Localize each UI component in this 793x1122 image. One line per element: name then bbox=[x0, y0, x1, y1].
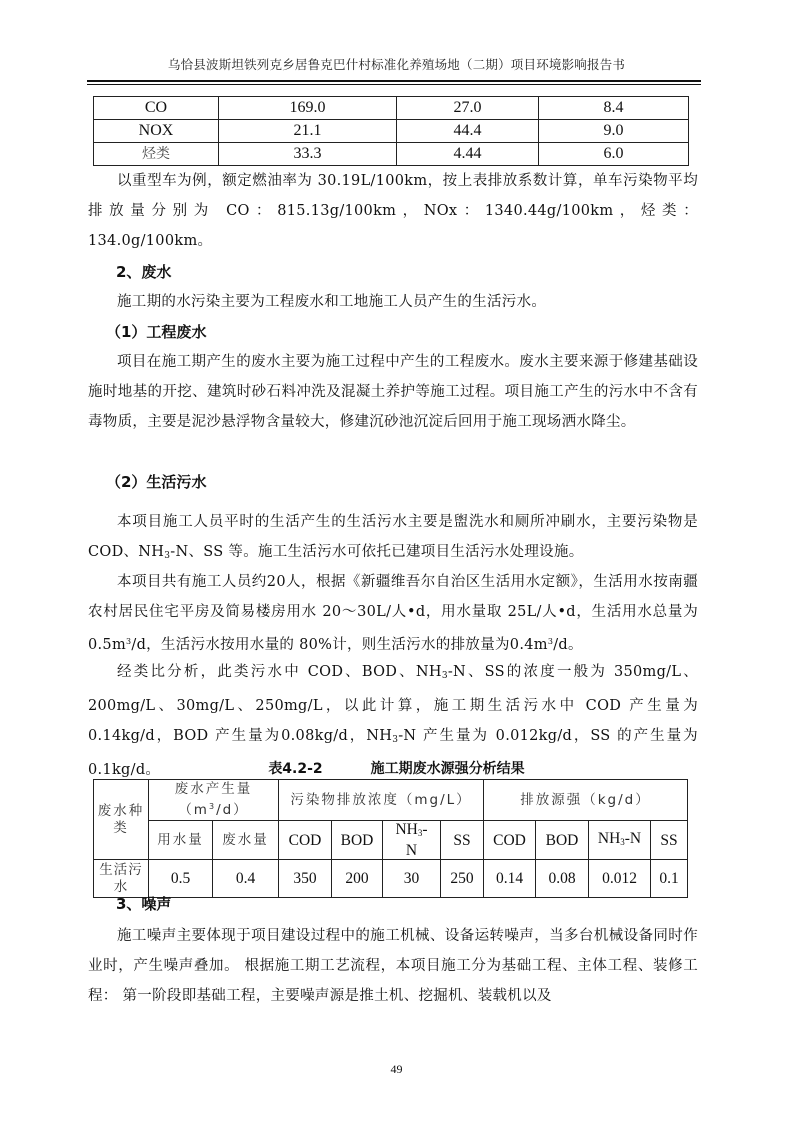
subheader-cod-load: COD bbox=[484, 821, 536, 860]
subheading-engineering-wastewater: （1）工程废水 bbox=[106, 323, 207, 341]
subscript: 3 bbox=[392, 735, 399, 745]
text: N bbox=[405, 842, 418, 859]
table-cell: NOX bbox=[94, 120, 219, 143]
table-cell: 烃类 bbox=[94, 143, 219, 166]
section-heading-noise: 3、噪声 bbox=[116, 895, 172, 913]
text: -N、SS的浓度一般为 350mg/L、200mg/L、30mg/L、250mg/L，以此计算，施工期生活污水中 COD 产生量为 0.14kg/d，BOD 产生量为0.08kg/d，NH bbox=[88, 664, 698, 744]
table-number: 表4.2-2 bbox=[268, 761, 323, 777]
paragraph-wastewater-intro: 施工期的水污染主要为工程废水和工地施工人员产生的生活污水。 bbox=[117, 294, 547, 310]
subheader-nh3n-load bbox=[589, 821, 651, 860]
table-cell: 6.0 bbox=[539, 143, 689, 166]
text: /d。 bbox=[553, 637, 583, 653]
text: NH bbox=[597, 829, 621, 847]
table-cell: 9.0 bbox=[539, 120, 689, 143]
text: （m bbox=[178, 802, 209, 818]
paragraph-engineering-wastewater: 项目在施工期产生的废水主要为施工过程中产生的工程废水。废水主要来源于修建基础设施时地基的开挖、建筑时砂石料冲洗及混凝土养护等施工过程。项目施工产生的污水中不含有毒物质，主要是泥沙悬浮物含量较大，修建沉砂池沉淀后回用于施工现场洒水降尘。 bbox=[88, 354, 698, 430]
header-cell-volume bbox=[149, 780, 279, 821]
page-number: 49 bbox=[390, 1062, 403, 1076]
superscript: 3 bbox=[126, 637, 132, 646]
text: 本项目施工人员平时的生活产生的生活污水主要是盥洗水和厕所冲刷水，主要污染物是 COD、NH bbox=[88, 514, 698, 560]
running-header: 乌恰县波斯坦铁列克乡居鲁克巴什村标准化养殖场地（二期）项目环境影响报告书 bbox=[167, 57, 626, 72]
subheader-water-use: 用水量 bbox=[149, 821, 213, 860]
emission-factor-table bbox=[93, 96, 689, 166]
subscript: 3 bbox=[441, 671, 448, 681]
superscript: 3 bbox=[208, 802, 217, 811]
subheader-ss-load: SS bbox=[651, 821, 688, 860]
section-heading-wastewater: 2、废水 bbox=[116, 263, 172, 281]
table-cell: 33.3 bbox=[219, 143, 397, 166]
text: 废水产生量 bbox=[174, 781, 253, 797]
cell-bod-load: 0.08 bbox=[536, 860, 589, 898]
table-title: 施工期废水源强分析结果 bbox=[370, 761, 525, 777]
superscript: 3 bbox=[547, 637, 554, 646]
subheader-ss: SS bbox=[441, 821, 484, 860]
subheading-domestic-sewage: （2）生活污水 bbox=[106, 473, 207, 491]
text: -N、SS 等。施工生活污水可依托已建项目生活污水处理设施。 bbox=[170, 544, 584, 560]
header-cell-load: 排放源强（kg/d） bbox=[484, 780, 688, 821]
cell-wastewater: 0.4 bbox=[213, 860, 279, 898]
subheader-bod-load: BOD bbox=[536, 821, 589, 860]
subheader-bod: BOD bbox=[332, 821, 383, 860]
table-subheader-row bbox=[94, 821, 688, 860]
paragraph-vehicle-emission: 以重型车为例，额定燃油率为 30.19L/100km，按上表排放系数计算，单车污染物平均排放量分别为 CO：815.13g/100km，NOx：1340.44g/100km，烃类：134.0g/100km。 bbox=[88, 173, 698, 249]
table-cell: 44.4 bbox=[397, 120, 539, 143]
table-row bbox=[94, 860, 688, 898]
text: /d，生活污水按用水量的 80%计，则生活污水的排放量为0.4m bbox=[131, 637, 548, 653]
paragraph-water-consumption bbox=[88, 567, 698, 660]
header-cell-type: 废水种类 bbox=[94, 780, 149, 860]
paragraph-noise: 施工噪声主要体现于项目建设过程中的施工机械、设备运转噪声，当多台机械设备同时作业时，产生噪声叠加。 根据施工期工艺流程，本项目施工分为基础工程、主体工程、装修工程： 第一阶段即基础工程，主要噪声源是推土机、挖掘机、装载机以及 bbox=[88, 928, 698, 1004]
paragraph-domestic-sewage bbox=[88, 507, 698, 571]
table-cell: 8.4 bbox=[539, 97, 689, 120]
table-cell: 4.44 bbox=[397, 143, 539, 166]
cell-ss-conc: 250 bbox=[441, 860, 484, 898]
wastewater-source-table bbox=[93, 779, 688, 898]
table-row bbox=[94, 97, 689, 120]
table-caption bbox=[0, 758, 793, 778]
table-cell: 27.0 bbox=[397, 97, 539, 120]
text: 经类比分析，此类污水中 COD、BOD、NH bbox=[117, 664, 442, 680]
subscript: 3 bbox=[164, 551, 171, 561]
text: NH bbox=[395, 821, 418, 838]
text: -N bbox=[624, 829, 642, 847]
subscript: 3 bbox=[417, 828, 423, 838]
subheader-cod: COD bbox=[279, 821, 332, 860]
subscript: 3 bbox=[620, 836, 625, 847]
cell-cod-load: 0.14 bbox=[484, 860, 536, 898]
text: -N 产生量为 0.012kg/d，SS 的产生量为 0.1kg/d。 bbox=[88, 728, 698, 778]
header-cell-concentration: 污染物排放浓度（mg/L） bbox=[279, 780, 484, 821]
text: /d） bbox=[216, 802, 249, 818]
table-row bbox=[94, 120, 689, 143]
cell-ss-load: 0.1 bbox=[651, 860, 688, 898]
cell-bod-conc: 200 bbox=[332, 860, 383, 898]
subheader-wastewater: 废水量 bbox=[213, 821, 279, 860]
cell-cod-conc: 350 bbox=[279, 860, 332, 898]
row-type: 生活污水 bbox=[94, 860, 149, 898]
header-rule bbox=[87, 80, 701, 85]
cell-water-use: 0.5 bbox=[149, 860, 213, 898]
table-cell: 169.0 bbox=[219, 97, 397, 120]
table-cell: 21.1 bbox=[219, 120, 397, 143]
table-cell: CO bbox=[94, 97, 219, 120]
text: 本项目共有施工人员约20人，根据《新疆维吾尔自治区生活用水定额》，生活用水按南疆农村居民住宅平房及简易楼房用水 20～30L/人•d，用水量取 25L/人•d，生活用水总量为0.5m bbox=[88, 574, 698, 653]
cell-nh3n-load: 0.012 bbox=[589, 860, 651, 898]
table-row bbox=[94, 143, 689, 166]
subheader-nh3n: $NH_3-$ N bbox=[383, 821, 441, 860]
cell-nh3n-conc: 30 bbox=[383, 860, 441, 898]
table-header-row bbox=[94, 780, 688, 821]
